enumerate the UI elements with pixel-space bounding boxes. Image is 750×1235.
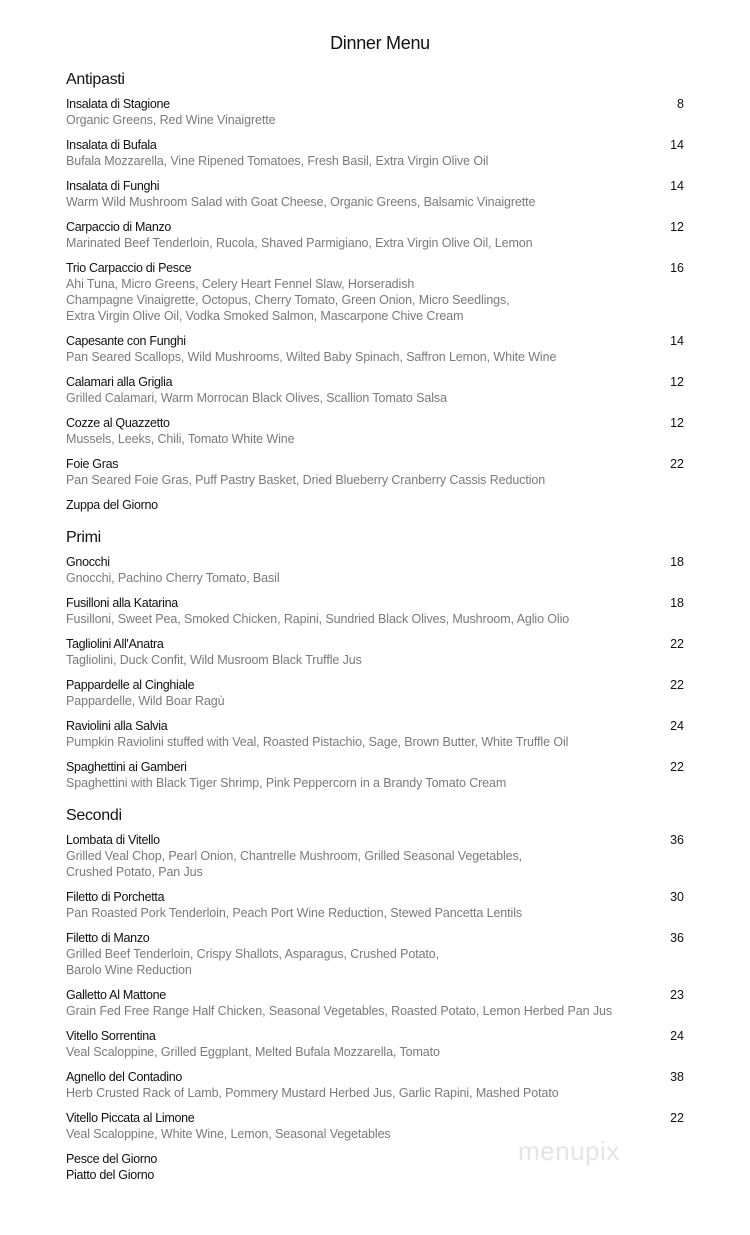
item-description: Crushed Potato, Pan Jus [66, 865, 203, 879]
item-description: Spaghettini with Black Tiger Shrimp, Pink Peppercorn in a Brandy Tomato Cream [66, 776, 507, 790]
menu-item [66, 333, 684, 365]
item-name: Spaghettini ai Gamberi [66, 760, 187, 774]
item-description: Herb Crusted Rack of Lamb, Pommery Mustard Herbed Jus, Garlic Rapini, Mashed Potato [66, 1086, 559, 1100]
item-name: Insalata di Funghi [66, 179, 160, 193]
item-name: Lombata di Vitello [66, 833, 160, 847]
menu-item [66, 497, 684, 513]
item-description: Tagliolini, Duck Confit, Wild Musroom Black Truffle Jus [66, 653, 362, 667]
item-price: 36 [670, 931, 684, 945]
item-description: Ahi Tuna, Micro Greens, Celery Heart Fennel Slaw, Horseradish [66, 277, 415, 291]
item-price: 8 [677, 97, 684, 111]
item-name: Fusilloni alla Katarina [66, 596, 178, 610]
menu-item [66, 178, 684, 210]
menu-item [66, 219, 684, 251]
item-price: 30 [670, 890, 684, 904]
item-price: 23 [670, 988, 684, 1002]
item-price: 12 [670, 416, 684, 430]
item-price: 18 [670, 555, 684, 569]
page-title: Dinner Menu [330, 33, 430, 53]
item-name: Gnocchi [66, 555, 110, 569]
item-name: Trio Carpaccio di Pesce [66, 261, 192, 275]
item-description: Veal Scaloppine, White Wine, Lemon, Seasonal Vegetables [66, 1127, 391, 1141]
item-name: Carpaccio di Manzo [66, 220, 172, 234]
item-price: 22 [670, 760, 684, 774]
item-name: Piatto del Giorno [66, 1168, 155, 1182]
item-name: Pappardelle al Cinghiale [66, 678, 195, 692]
menu-item [66, 415, 684, 447]
menu-item [66, 832, 684, 880]
item-description: Grilled Beef Tenderloin, Crispy Shallots, Asparagus, Crushed Potato, [66, 947, 440, 961]
menu-item [66, 677, 684, 709]
item-name: Foie Gras [66, 457, 119, 471]
item-price: 38 [670, 1070, 684, 1084]
menu-item [66, 374, 684, 406]
item-price: 36 [670, 833, 684, 847]
menu-item [66, 930, 684, 978]
item-description: Grain Fed Free Range Half Chicken, Seasonal Vegetables, Roasted Potato, Lemon Herbed Pan Jus [66, 1004, 612, 1018]
item-name: Vitello Sorrentina [66, 1029, 156, 1043]
section-heading: Secondi [66, 807, 122, 824]
watermark: menupix [518, 1136, 620, 1166]
item-price: 12 [670, 220, 684, 234]
item-name: Insalata di Stagione [66, 97, 170, 111]
item-price: 22 [670, 637, 684, 651]
item-description: Organic Greens, Red Wine Vinaigrette [66, 113, 276, 127]
item-description: Fusilloni, Sweet Pea, Smoked Chicken, Rapini, Sundried Black Olives, Mushroom, Aglio Olio [66, 612, 570, 626]
item-price: 14 [670, 179, 684, 193]
item-price: 18 [670, 596, 684, 610]
item-description: Barolo Wine Reduction [66, 963, 192, 977]
menu-item [66, 987, 684, 1019]
item-name: Filetto di Porchetta [66, 890, 165, 904]
item-price: 12 [670, 375, 684, 389]
item-name: Zuppa del Giorno [66, 498, 158, 512]
menu-content [66, 70, 684, 1198]
item-description: Gnocchi, Pachino Cherry Tomato, Basil [66, 571, 280, 585]
item-description: Pan Seared Scallops, Wild Mushrooms, Wilted Baby Spinach, Saffron Lemon, White Wine [66, 350, 557, 364]
menu-item [66, 1069, 684, 1101]
item-price: 22 [670, 1111, 684, 1125]
item-price: 24 [670, 719, 684, 733]
menu-section-secondi [66, 806, 684, 1183]
menu-item [66, 636, 684, 668]
item-name: Raviolini alla Salvia [66, 719, 168, 733]
item-name: Galletto Al Mattone [66, 988, 166, 1002]
menu-item [66, 1028, 684, 1060]
item-name: Agnello del Contadino [66, 1070, 183, 1084]
menu-item [66, 718, 684, 750]
menu-section-antipasti [66, 70, 684, 513]
item-name: Insalata di Bufala [66, 138, 157, 152]
menu-item [66, 1167, 684, 1183]
item-name: Cozze al Quazzetto [66, 416, 170, 430]
item-price: 14 [670, 334, 684, 348]
item-description: Extra Virgin Olive Oil, Vodka Smoked Salmon, Mascarpone Chive Cream [66, 309, 464, 323]
item-name: Vitello Piccata al Limone [66, 1111, 195, 1125]
item-description: Mussels, Leeks, Chili, Tomato White Wine [66, 432, 295, 446]
item-description: Grilled Veal Chop, Pearl Onion, Chantrelle Mushroom, Grilled Seasonal Vegetables, [66, 849, 523, 863]
item-description: Grilled Calamari, Warm Morrocan Black Olives, Scallion Tomato Salsa [66, 391, 447, 405]
menu-item [66, 759, 684, 791]
item-description: Pappardelle, Wild Boar Ragù [66, 694, 225, 708]
item-name: Pesce del Giorno [66, 1152, 158, 1166]
menu-item [66, 595, 684, 627]
section-heading: Antipasti [66, 71, 125, 88]
item-description: Champagne Vinaigrette, Octopus, Cherry Tomato, Green Onion, Micro Seedlings, [66, 293, 510, 307]
item-price: 22 [670, 678, 684, 692]
item-price: 24 [670, 1029, 684, 1043]
item-price: 14 [670, 138, 684, 152]
menu-item [66, 456, 684, 488]
menu-item [66, 96, 684, 128]
item-name: Calamari alla Griglia [66, 375, 173, 389]
item-description: Pan Roasted Pork Tenderloin, Peach Port Wine Reduction, Stewed Pancetta Lentils [66, 906, 523, 920]
item-description: Bufala Mozzarella, Vine Ripened Tomatoes, Fresh Basil, Extra Virgin Olive Oil [66, 154, 489, 168]
item-description: Veal Scaloppine, Grilled Eggplant, Melted Bufala Mozzarella, Tomato [66, 1045, 440, 1059]
menu-item [66, 137, 684, 169]
item-name: Tagliolini All'Anatra [66, 637, 164, 651]
item-price: 16 [670, 261, 684, 275]
menu-item [66, 554, 684, 586]
item-description: Marinated Beef Tenderloin, Rucola, Shaved Parmigiano, Extra Virgin Olive Oil, Lemon [66, 236, 533, 250]
menu-item [66, 260, 684, 324]
item-description: Pan Seared Foie Gras, Puff Pastry Basket, Dried Blueberry Cranberry Cassis Reduction [66, 473, 546, 487]
item-name: Filetto di Manzo [66, 931, 150, 945]
item-price: 22 [670, 457, 684, 471]
menu-section-primi [66, 528, 684, 791]
item-description: Warm Wild Mushroom Salad with Goat Cheese, Organic Greens, Balsamic Vinaigrette [66, 195, 536, 209]
menu-item [66, 889, 684, 921]
item-description: Pumpkin Raviolini stuffed with Veal, Roasted Pistachio, Sage, Brown Butter, White Truffle Oil [66, 735, 569, 749]
section-heading: Primi [66, 529, 101, 546]
item-name: Capesante con Funghi [66, 334, 186, 348]
